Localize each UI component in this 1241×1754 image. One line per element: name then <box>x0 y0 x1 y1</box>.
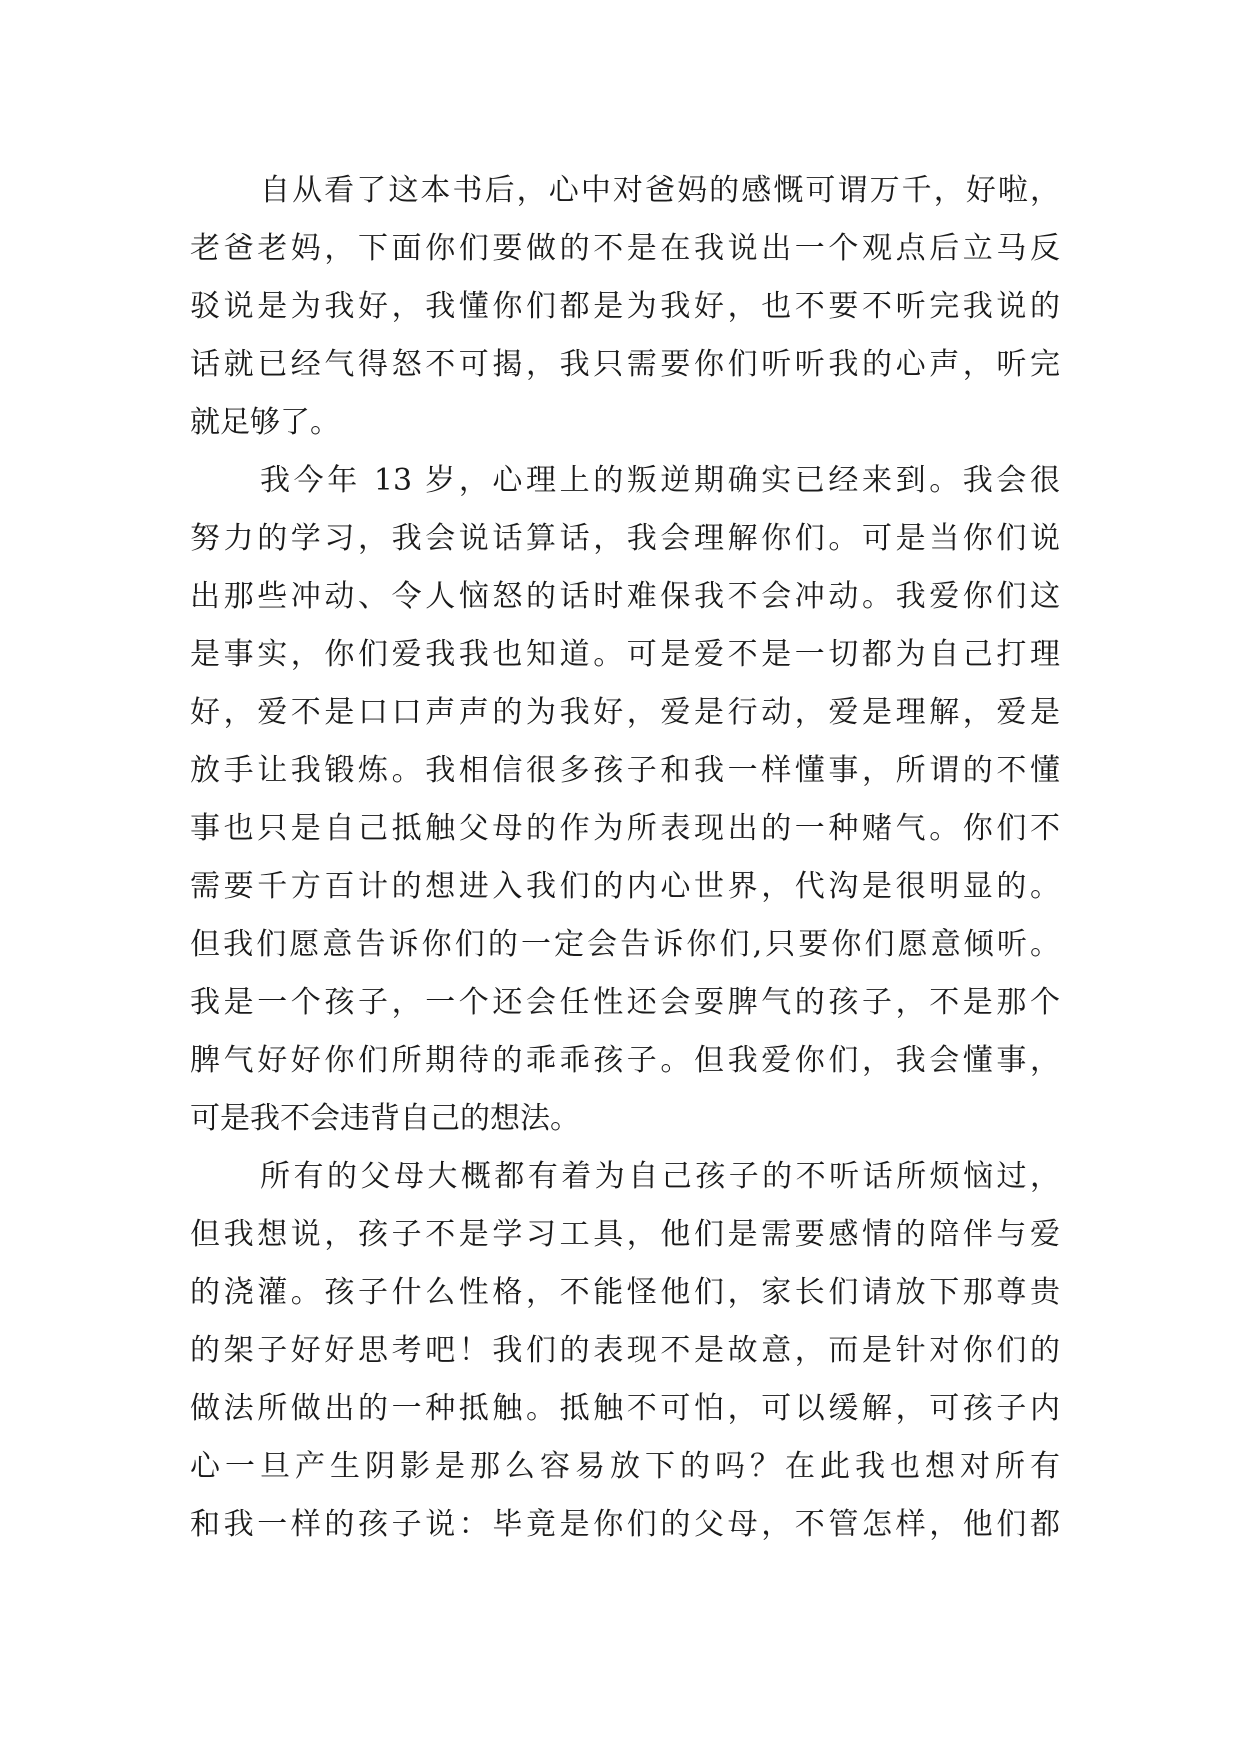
text-line: 我今年 13 岁，心理上的叛逆期确实已经来到。我会很 <box>260 463 1060 498</box>
text-line: 的浇灌。孩子什么性格，不能怪他们，家长们请放下那尊贵 <box>190 1275 1060 1310</box>
text-line: 老爸老妈，下面你们要做的不是在我说出一个观点后立马反 <box>190 231 1060 266</box>
text-line: 但我想说，孩子不是学习工具，他们是需要感情的陪伴与爱 <box>190 1217 1060 1252</box>
text-line: 和我一样的孩子说：毕竟是你们的父母，不管怎样，他们都 <box>190 1507 1060 1542</box>
text-line: 出那些冲动、令人恼怒的话时难保我不会冲动。我爱你们这 <box>190 579 1060 614</box>
text-line: 就足够了。 <box>190 405 340 440</box>
text-line: 事也只是自己抵触父母的作为所表现出的一种赌气。你们不 <box>190 811 1060 846</box>
text-line: 努力的学习，我会说话算话，我会理解你们。可是当你们说 <box>190 521 1060 556</box>
text-line: 但我们愿意告诉你们的一定会告诉你们,只要你们愿意倾听。 <box>190 927 1060 962</box>
text-line: 驳说是为我好，我懂你们都是为我好，也不要不听完我说的 <box>190 289 1060 324</box>
text-line: 做法所做出的一种抵触。抵触不可怕，可以缓解，可孩子内 <box>190 1391 1060 1426</box>
text-line: 所有的父母大概都有着为自己孩子的不听话所烦恼过， <box>260 1159 1060 1194</box>
text-line: 话就已经气得怒不可揭，我只需要你们听听我的心声，听完 <box>190 347 1060 382</box>
text-line: 的架子好好思考吧！我们的表现不是故意，而是针对你们的 <box>190 1333 1060 1368</box>
text-line: 放手让我锻炼。我相信很多孩子和我一样懂事，所谓的不懂 <box>190 753 1060 788</box>
text-line: 是事实，你们爱我我也知道。可是爱不是一切都为自己打理 <box>190 637 1060 672</box>
text-line: 我是一个孩子，一个还会任性还会耍脾气的孩子，不是那个 <box>190 985 1060 1020</box>
body-text <box>190 162 1060 1554</box>
text-line: 可是我不会违背自己的想法。 <box>190 1101 580 1136</box>
text-line: 心一旦产生阴影是那么容易放下的吗？在此我也想对所有 <box>190 1449 1060 1484</box>
text-line: 自从看了这本书后，心中对爸妈的感慨可谓万千，好啦， <box>260 173 1060 208</box>
text-line: 需要千方百计的想进入我们的内心世界，代沟是很明显的。 <box>190 869 1060 904</box>
text-line: 脾气好好你们所期待的乖乖孩子。但我爱你们，我会懂事， <box>190 1043 1060 1078</box>
text-line: 好，爱不是口口声声的为我好，爱是行动，爱是理解，爱是 <box>190 695 1060 730</box>
